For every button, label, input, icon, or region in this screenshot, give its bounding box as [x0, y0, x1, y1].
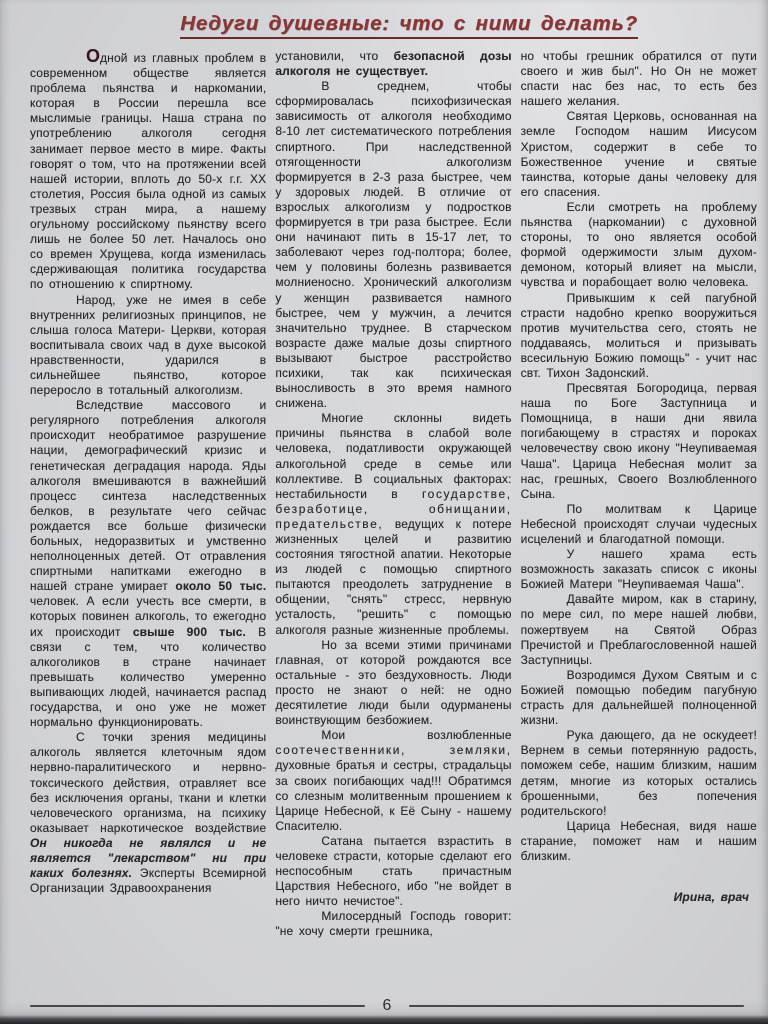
text-run: государстве, безработице, обнищании, предательстве, — [275, 486, 512, 531]
article-paragraph — [521, 49, 757, 109]
article-column-2 — [275, 49, 511, 993]
text-run: Святая Церковь, основанная на земле Господом нашим Иисусом Христом, содержит в себе то Божественное учение и святые таинства, которые даны человеку для его спасения. — [520, 109, 757, 199]
text-run: Народ, уже не имея в себе внутренних религиозных принципов, не слыша голоса Матери- Церкви, которая воспитывала своих чад в духе высокой нравственности, ударился в сильнейшее пьянство, которое переросло в тотальный алкоголизм. — [30, 292, 267, 398]
footer-rule-right — [409, 1005, 744, 1007]
text-run: Если смотреть на проблему пьянства (наркомании) с духовной стороны, то оно является особой формой одержимости злым духом-демоном, который влияет на мысли, чувства и порабощает волю человека. — [520, 199, 757, 290]
article-paragraph — [275, 411, 511, 637]
article-paragraph — [275, 834, 511, 909]
article-paragraph — [30, 293, 266, 399]
text-run: Мои возлюбленные — [321, 728, 512, 743]
article-paragraph — [521, 819, 757, 864]
text-run: человек. А если учесть все смерти, в которых повинен алкоголь, то ежегодно их происходит — [30, 594, 267, 639]
page-footer — [30, 998, 744, 1014]
text-run: но чтобы грешник обратился от пути своего и жив был". Но Он не может спасти нас без нас, то есть без нашего желания. — [520, 49, 757, 109]
text-run: Сатана пытается взрастить в человеке страсти, которые сделают его неспособным стать причастным Царствия Небесного, ибо "не войдет в него ничто нечистое". — [275, 833, 512, 909]
text-run: Милосердный Господь говорит: "не хочу смерти грешника, — [275, 909, 512, 939]
article-paragraph — [521, 728, 757, 819]
text-run: Эксперты Всемирной Организации Здравоохранения — [30, 866, 267, 896]
article-paragraph — [521, 109, 757, 200]
page-number: 6 — [382, 997, 392, 1014]
text-run: ведущих к потере жизненных целей и развитию состояния тягостной апатии. Некоторые из людей с помощью спиртного пытаются преодолеть затруднение в общении, "снять" стресс, нервную усталость, "решить" с помощью алкоголя разные жизненные проблемы. — [275, 516, 512, 637]
text-run: дной из главных проблем в современном обществе является проблема пьянства и наркомании, которая в России перешла все мыслимые границы. Наша страна по употреблению алкоголя сегодня занимает первое место в мире. Факты говорят о том, что на протяжении всей нашей истории, вплоть до 50-х г.г. XX столетия, Россия была одной из самых трезвых стран мира, а нашему огульному российскому пьянству всего лишь не более 50 лет. Началось оно со времен Хрущева, когда изменилась сдерживающая политика государства по отношению к спиртному. — [30, 51, 267, 292]
text-run: С точки зрения медицины алкоголь является клеточным ядом нервно-паралитического и нервно-токсического действия, отравляет все без исключения органы, ткани и клетки человеческого организма, на психику оказывает наркотическое воздействие — [30, 730, 267, 835]
article-column-1 — [30, 49, 266, 993]
drop-cap: О — [86, 49, 101, 66]
article-paragraph — [30, 730, 266, 896]
article-paragraph — [521, 547, 757, 592]
article-paragraph — [521, 200, 757, 291]
text-run: Пресвятая Богородица, первая наша по Боге Заступница и Помощница, в наши дни явила погибающему в страстях и пороках человечеству свою икону "Неупиваемая Чаша". Царица Небесная молит за нас, грешных, Своего Возлюбленного Сына. — [520, 381, 757, 501]
text-run: Царица Небесная, видя наше старание, поможет нам и нашим близким. — [520, 818, 757, 863]
text-run: У нашего храма есть возможность заказать список с иконы Божией Матери "Неупиваемая Чаша". — [520, 547, 757, 592]
text-run: По молитвам к Царице Небесной происходят случаи чудесных исцелений и благодатной помощи. — [520, 501, 757, 546]
text-run: Он никогда не являлся и не является "лекарством" ни при каких болезнях. — [30, 835, 267, 881]
article-body — [0, 43, 768, 993]
text-run: свыше 900 тыс. — [132, 624, 247, 639]
footer-rule-left — [30, 1005, 365, 1007]
text-run: В связи с тем, что количество алкоголиков в стране начинает превышать количество умеренно выпивающих людей, начинается распад государства, и оно уже не может нормально функционировать. — [30, 624, 267, 730]
text-run: Ирина, врач — [673, 890, 749, 905]
article-column-3 — [521, 49, 757, 993]
text-run: В среднем, чтобы сформировалась психофизическая зависимость от алкоголя необходимо 8-10 лет систематического потребления спиртного. При наследственной отягощенности алкоголизм формируется в 2-3 раза быстрее, чем у здоровых людей. В отличие от взрослых алкоголизм у подростков формируется в три раза быстрее. Если они начинают пить в 15-17 лет, то заболевают через год-полтора; более, чем у половины болезнь развивается молниеносно. Хронический алкоголизм у женщин развивается намного быстрее, чем у мужчин, а лечится значительно труднее. В старческом возрасте даже малые дозы спиртного вызывают быстрое расстройство психики, так как психическая выносливость в это время намного снижена. — [275, 79, 512, 411]
text-run: Рука дающего, да не оскудеет! Вернем в семьи потерянную радость, поможем себе, нашим близким, нашим детям, многие из которых остались брошенными, без попечения родительского! — [520, 728, 757, 818]
title-row — [0, 0, 768, 43]
article-paragraph — [521, 291, 757, 382]
author-signature — [521, 890, 757, 905]
text-run: безопасной дозы алкоголя не существует. — [275, 49, 512, 79]
text-run: Многие склонны видеть причины пьянства в слабой воле человека, податливости окружающей алкогольной среде в семье или коллективе. В социальных факторах: нестабильности в — [275, 411, 512, 501]
article-paragraph — [30, 49, 266, 293]
text-run: Вследствие массового и регулярного потребления алкоголя происходит необратимое разрушение нации, демографический кризис и генетическая деградация народа. Яды алкоголя вмешиваются в важнейший процесс синтеза наследственных белков, в результате чего сейчас рождается все больше физически больных, недоразвитых и умственно неполноценных детей. От отравления спиртными напитками ежегодно в нашей стране умирает — [30, 398, 267, 594]
article-paragraph — [275, 909, 511, 939]
article-paragraph — [275, 728, 511, 834]
text-run: Привыкшим к сей пагубной страсти надобно крепко вооружиться против мучительства сего, стоять не поддаваясь, молиться и призывать всесильную Божию помощь" - учит нас свт. Тихон Задонский. — [520, 290, 757, 380]
article-paragraph — [30, 398, 266, 730]
text-run: духовные братья и сестры, страдальцы за своих погибающих чад!!! Обратимся со слезным молитвенным прошением к Царице Небесной, к Её Сыну - нашему Спасителю. — [275, 758, 512, 833]
article-paragraph — [275, 638, 511, 729]
text-run: Но за всеми этими причинами главная, от которой рождаются все остальные - это бездуховность. Люди просто не знают о ней: не одно десятилетие люди были одурманены воинствующим безбожием. — [275, 637, 512, 728]
text-run: соотечественники, земляки, — [275, 743, 512, 758]
article-title: Недуги душевные: что с ними делать? — [180, 12, 638, 39]
article-paragraph — [521, 381, 757, 502]
article-paragraph — [521, 592, 757, 667]
text-run: около 50 тыс. — [175, 579, 267, 594]
text-run: установили, что — [275, 49, 394, 63]
text-run: Возродимся Духом Святым и с Божией помощью победим пагубную страсть для дальнейшей полноценной жизни. — [520, 667, 757, 728]
article-paragraph — [275, 49, 511, 79]
article-paragraph — [521, 668, 757, 728]
article-paragraph — [521, 502, 757, 547]
article-paragraph — [275, 79, 511, 411]
text-run: Давайте миром, как в старину, по мере сил, по мере нашей любви, пожертвуем на Святой Образ Пречистой и Преблагословенной нашей Заступницы. — [520, 592, 757, 667]
